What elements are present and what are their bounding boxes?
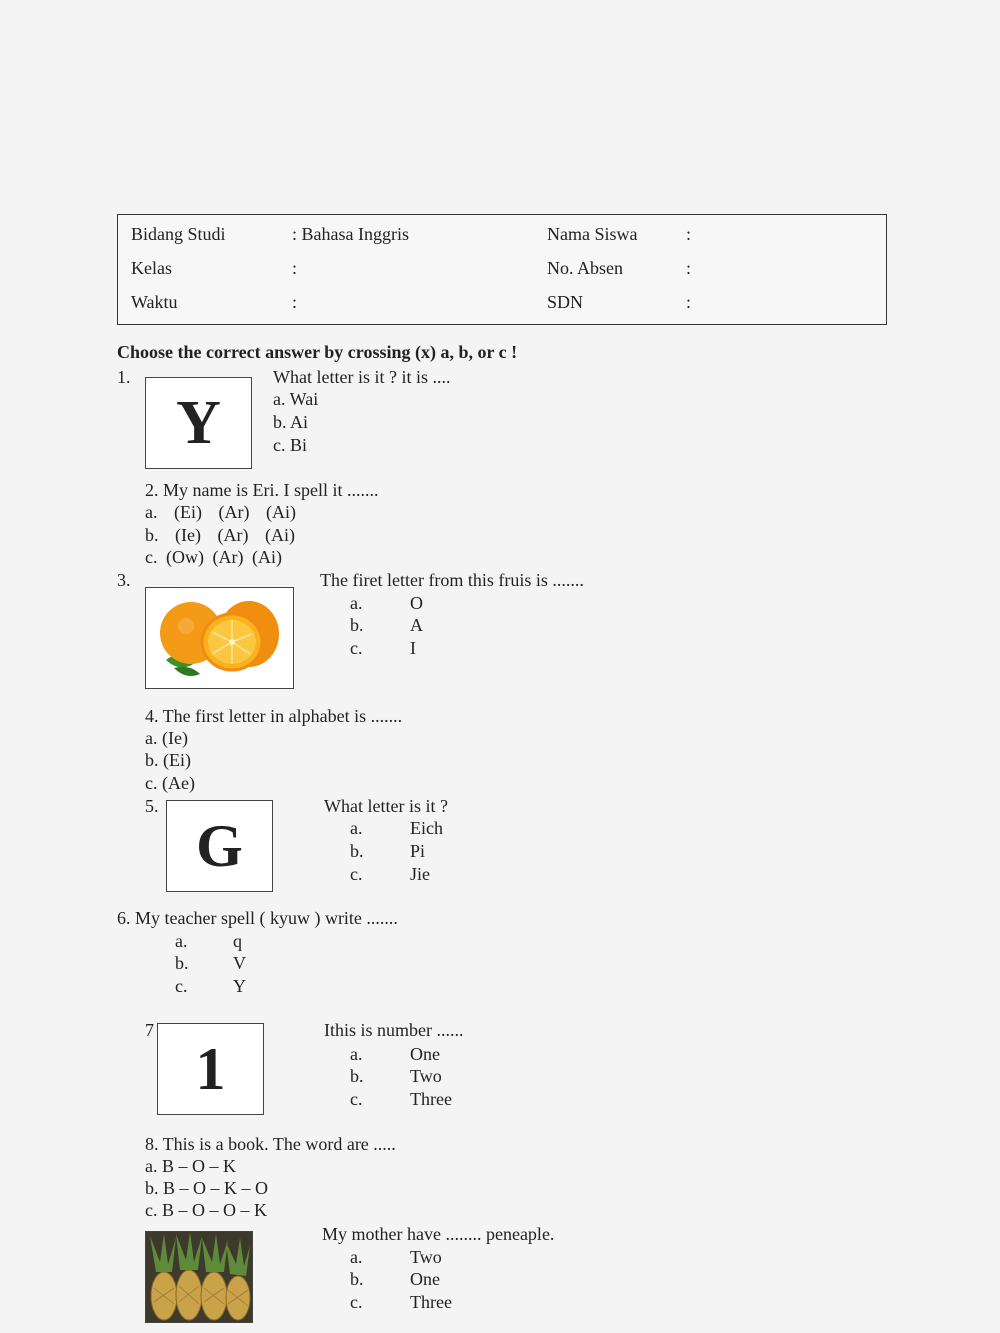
time-label: Waktu: [131, 292, 178, 312]
q3-option-b[interactable]: A: [410, 615, 423, 635]
q5-option-b[interactable]: Pi: [410, 841, 426, 861]
q4-option-b[interactable]: b. (Ei): [145, 750, 191, 770]
q7-number-card: 1: [157, 1023, 264, 1115]
class-value: :: [292, 258, 298, 278]
q7-option-a-key[interactable]: a.: [350, 1044, 363, 1064]
subject-value: : Bahasa Inggris: [292, 224, 409, 244]
q6-option-b-key[interactable]: b.: [175, 953, 189, 973]
q9-option-a-key[interactable]: a.: [350, 1247, 363, 1267]
q3-number: 3.: [117, 570, 131, 590]
q6-option-b[interactable]: V: [233, 953, 246, 973]
q8-option-c[interactable]: c. B – O – O – K: [145, 1200, 267, 1220]
q3-option-c-key[interactable]: c.: [350, 638, 363, 658]
q6-option-c[interactable]: Y: [233, 976, 246, 996]
q1-option-c[interactable]: c. Bi: [273, 435, 307, 455]
q9-question: My mother have ........ peneaple.: [322, 1224, 555, 1244]
time-value: :: [292, 292, 298, 312]
q8-option-a[interactable]: a. B – O – K: [145, 1156, 236, 1176]
instruction: Choose the correct answer by crossing (x) a, b, or c !: [117, 342, 518, 362]
q9-option-c[interactable]: Three: [410, 1292, 452, 1312]
q1-option-a[interactable]: a. Wai: [273, 389, 319, 409]
pineapple-image: [145, 1231, 253, 1323]
q3-question: The firet letter from this fruis is .......: [320, 570, 584, 590]
orange-fruit-image: [145, 587, 294, 689]
q2-option-a[interactable]: a. (Ei) (Ar) (Ai): [145, 502, 296, 522]
q9-option-b-key[interactable]: b.: [350, 1269, 364, 1289]
q5-option-a[interactable]: Eich: [410, 818, 443, 838]
q3-option-a[interactable]: O: [410, 593, 423, 613]
q8-question: 8. This is a book. The word are .....: [145, 1134, 396, 1154]
absen-value: :: [686, 258, 692, 278]
q8-option-b[interactable]: b. B – O – K – O: [145, 1178, 269, 1198]
q7-question: Ithis is number ......: [324, 1020, 464, 1040]
q4-question: 4. The first letter in alphabet is .......: [145, 706, 403, 726]
student-name-value: :: [686, 224, 692, 244]
q6-question: 6. My teacher spell ( kyuw ) write .......: [117, 908, 398, 928]
q4-option-c[interactable]: c. (Ae): [145, 773, 195, 793]
q9-option-c-key[interactable]: c.: [350, 1292, 363, 1312]
q7-option-b-key[interactable]: b.: [350, 1066, 364, 1086]
q9-option-b[interactable]: One: [410, 1269, 440, 1289]
q4-option-a[interactable]: a. (Ie): [145, 728, 188, 748]
q1-number: 1.: [117, 367, 131, 387]
q5-option-c[interactable]: Jie: [410, 864, 430, 884]
q7-number: 7: [145, 1020, 154, 1040]
q3-option-a-key[interactable]: a.: [350, 593, 363, 613]
student-name-label: Nama Siswa: [547, 224, 638, 244]
q5-number: 5.: [145, 796, 159, 816]
q2-question: 2. My name is Eri. I spell it .......: [145, 480, 379, 500]
q7-option-b[interactable]: Two: [410, 1066, 442, 1086]
school-value: :: [686, 292, 692, 312]
q7-option-c[interactable]: Three: [410, 1089, 452, 1109]
student-info-box: [117, 214, 887, 325]
q2-option-c[interactable]: c. (Ow) (Ar) (Ai): [145, 547, 282, 567]
class-label: Kelas: [131, 258, 172, 278]
q1-option-b[interactable]: b. Ai: [273, 412, 309, 432]
absen-label: No. Absen: [547, 258, 623, 278]
q1-letter-card: Y: [145, 377, 252, 469]
q5-option-b-key[interactable]: b.: [350, 841, 364, 861]
q5-option-a-key[interactable]: a.: [350, 818, 363, 838]
q2-option-b[interactable]: b. (Ie) (Ar) (Ai): [145, 525, 295, 545]
q5-letter-card: G: [166, 800, 273, 892]
q9-option-a[interactable]: Two: [410, 1247, 442, 1267]
q6-option-c-key[interactable]: c.: [175, 976, 188, 996]
q3-option-b-key[interactable]: b.: [350, 615, 364, 635]
subject-label: Bidang Studi: [131, 224, 226, 244]
q7-option-a[interactable]: One: [410, 1044, 440, 1064]
q5-option-c-key[interactable]: c.: [350, 864, 363, 884]
school-label: SDN: [547, 292, 584, 312]
q6-option-a[interactable]: q: [233, 931, 242, 951]
q5-question: What letter is it ?: [324, 796, 448, 816]
q3-option-c[interactable]: I: [410, 638, 416, 658]
q7-option-c-key[interactable]: c.: [350, 1089, 363, 1109]
q1-question: What letter is it ? it is ....: [273, 367, 451, 387]
q6-option-a-key[interactable]: a.: [175, 931, 188, 951]
